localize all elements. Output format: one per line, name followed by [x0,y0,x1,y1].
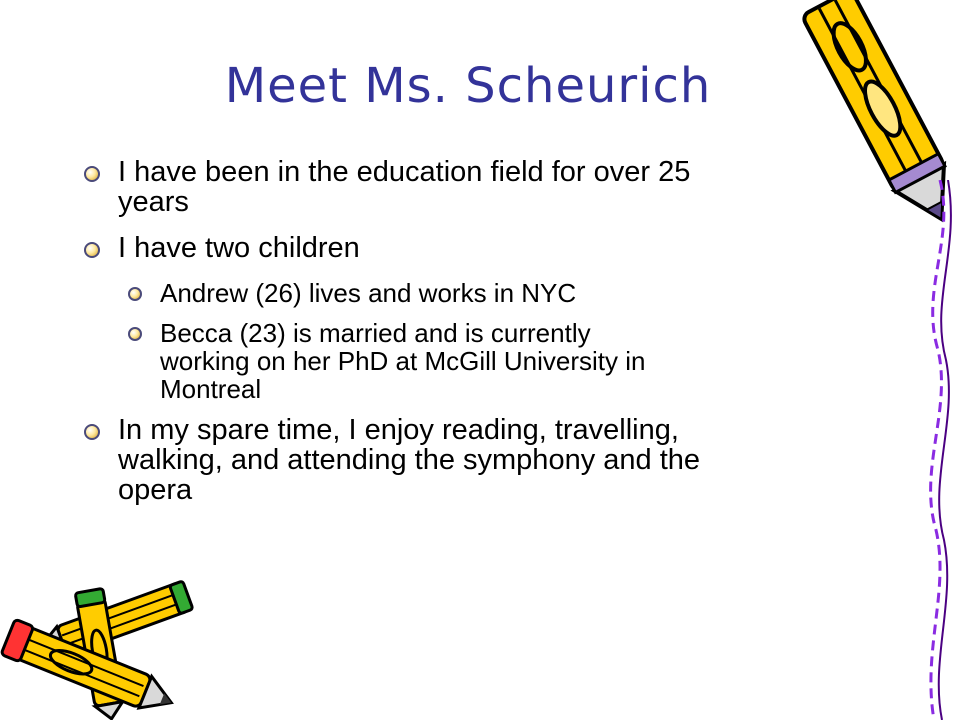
bullet-text-line: walking, and attending the symphony and the [118,444,701,476]
bullet-text-line: years [118,186,189,218]
bullet-dot-icon [128,287,142,301]
sub-bullet-andrew [126,279,860,307]
bullet-text-line: opera [118,474,193,506]
bullet-text-line: Montreal [160,374,262,404]
bullet-education [80,157,860,217]
bullet-dot-icon [128,327,142,341]
bullet-dot-icon [84,166,100,182]
bullet-children [80,233,860,263]
bullet-dot-icon [84,242,100,258]
bullet-text-line: Becca (23) is married and is currently [160,318,591,348]
sub-bullet-becca [126,319,860,403]
slide-title: Meet Ms. Scheurich [224,58,712,114]
bullet-dot-icon [84,424,100,440]
bullet-spare-time [80,415,860,505]
bullet-text-line: working on her PhD at McGill University in [160,346,646,376]
bullet-text-line: In my spare time, I enjoy reading, travelling, [118,414,679,446]
wavy-edge-decoration-icon [900,180,960,720]
bullet-list [80,157,860,521]
pencils-clipart-bottom-left-icon [0,575,200,720]
bullet-text-line: I have been in the education field for over 25 [118,156,691,188]
bullet-text-line: Andrew (26) lives and works in NYC [160,278,577,308]
bullet-text-line: I have two children [118,232,360,264]
